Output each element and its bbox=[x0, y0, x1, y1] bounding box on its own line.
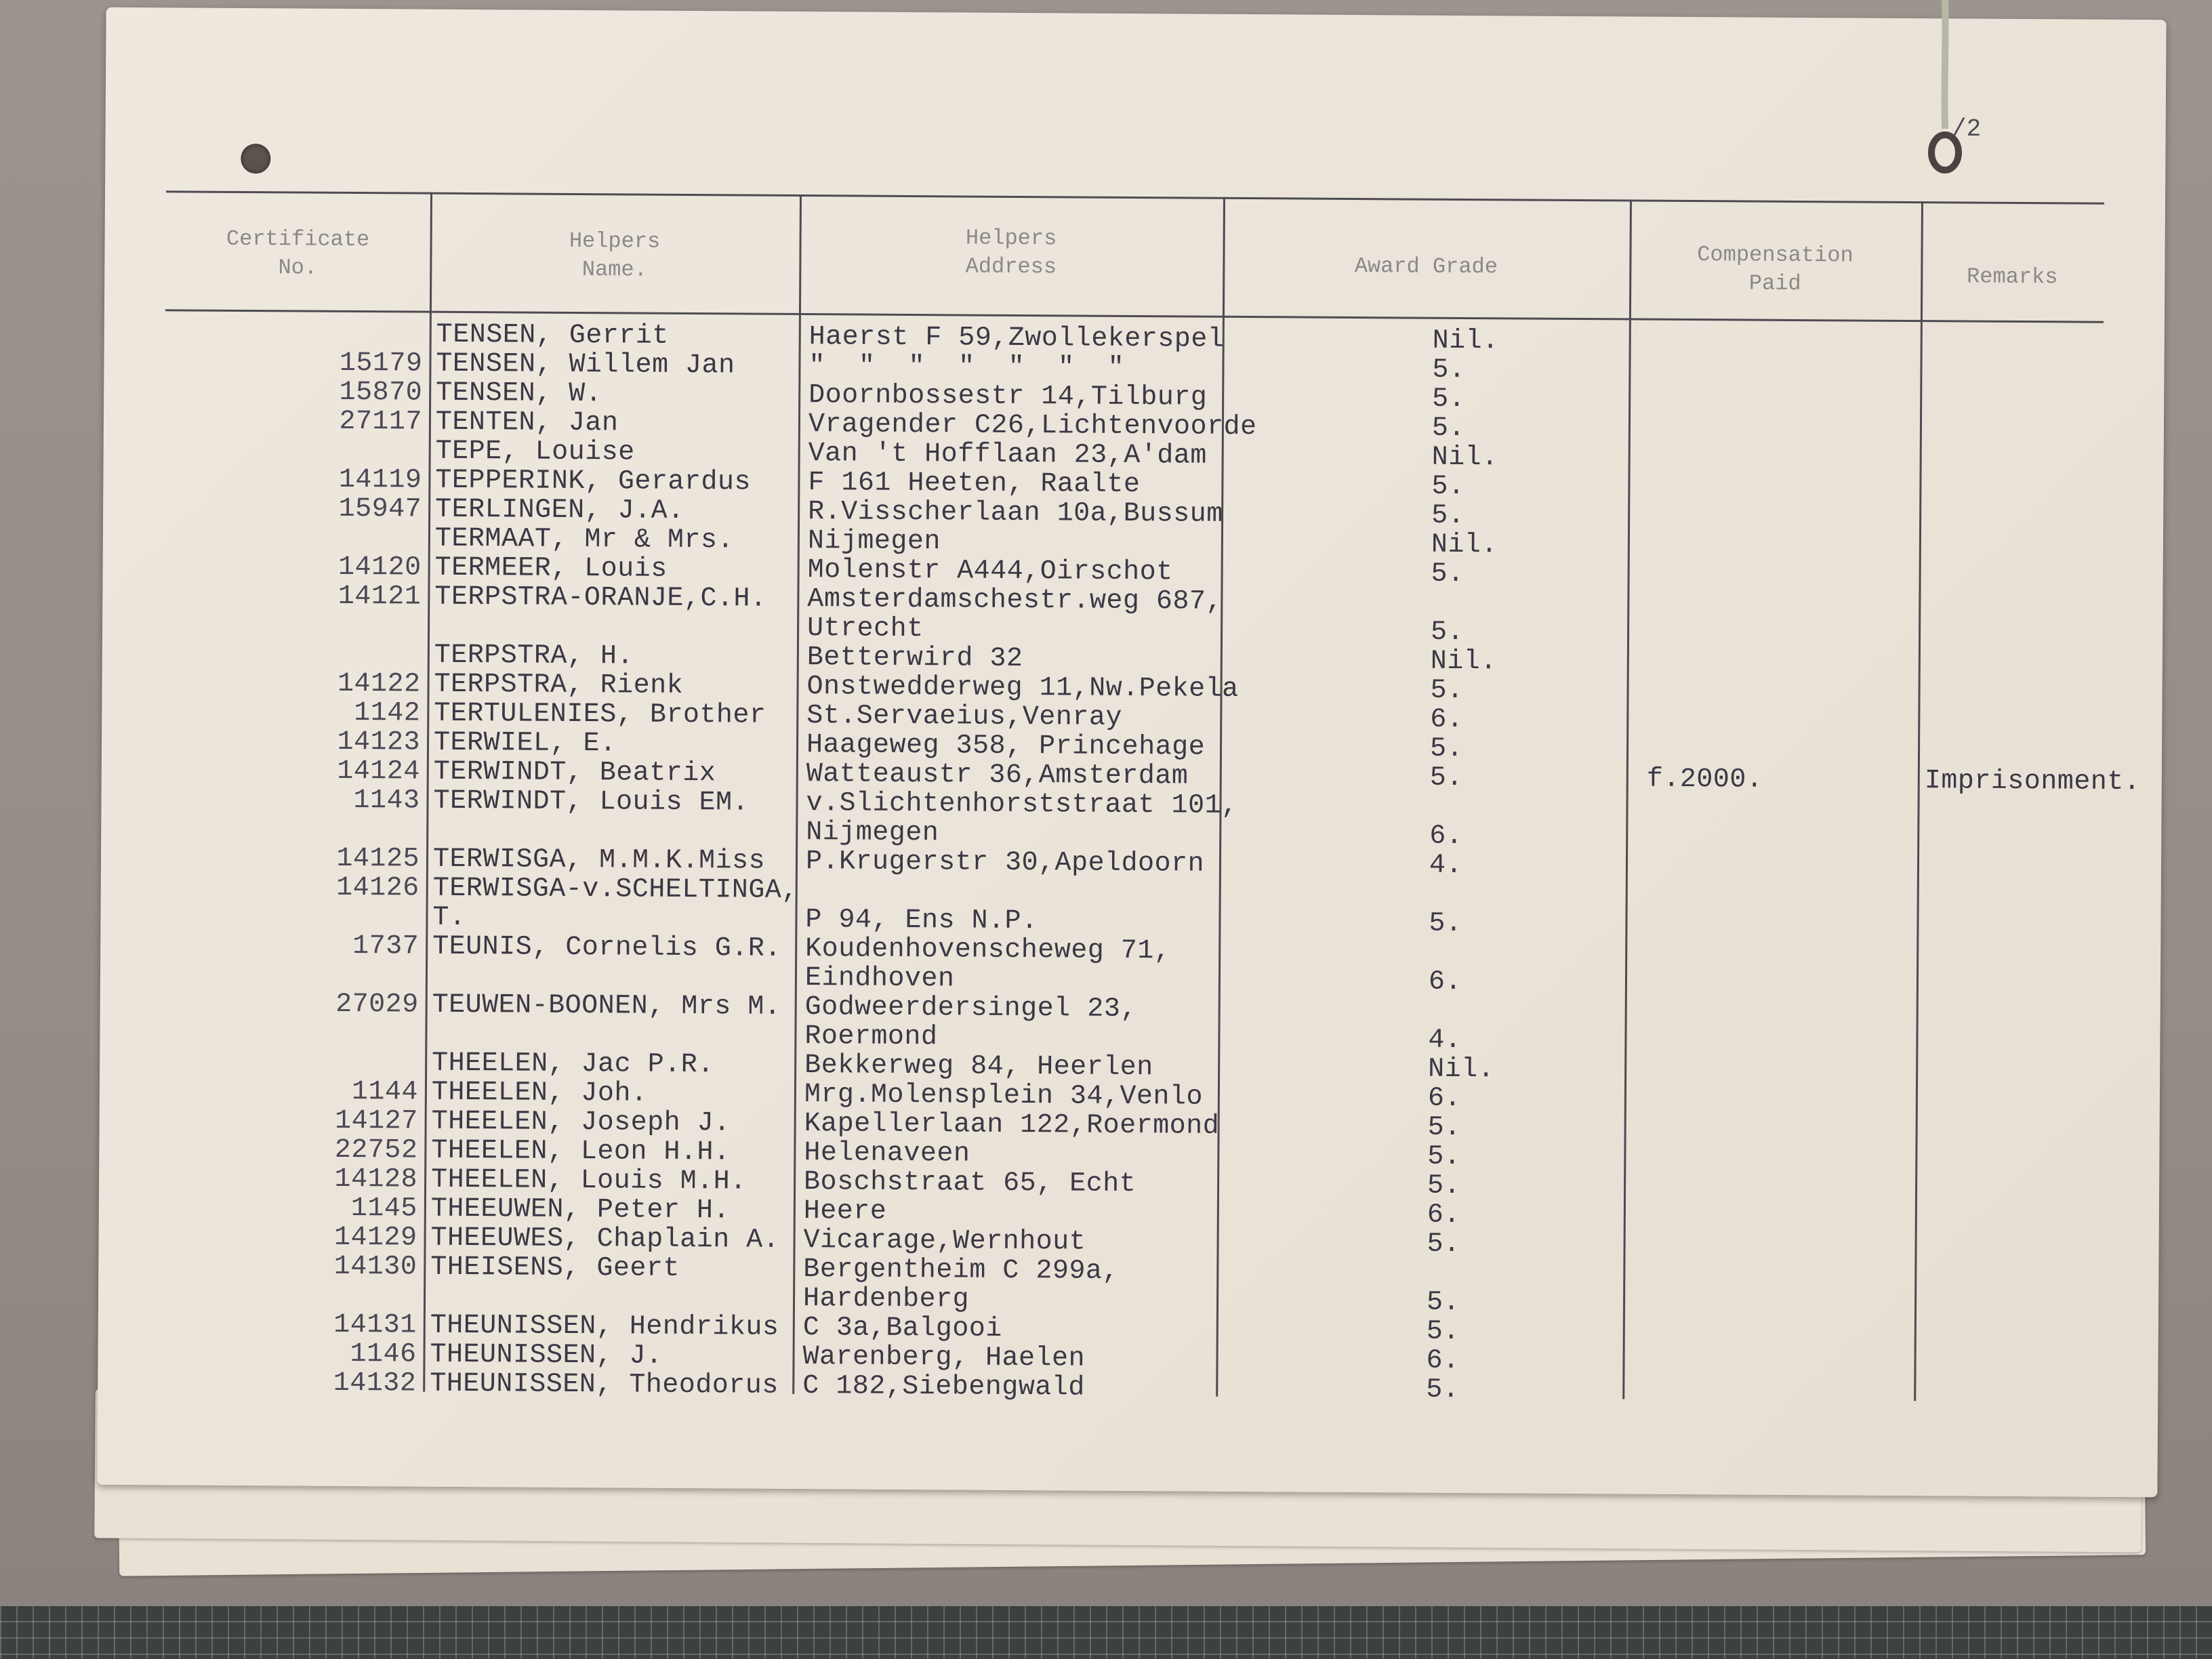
helper-name: TERPSTRA, Rienk bbox=[434, 669, 684, 701]
helper-name: TERWISGA-v.SCHELTINGA, bbox=[432, 873, 798, 906]
helper-name: THEISENS, Geert bbox=[430, 1252, 680, 1284]
helper-address: P.Krugerstr 30,Apeldoorn bbox=[805, 846, 1205, 880]
certificate-number: 1145 bbox=[350, 1193, 418, 1225]
certificate-number: 1143 bbox=[353, 785, 420, 817]
award-grade: 5. bbox=[1430, 675, 1464, 706]
award-grade: 5. bbox=[1427, 1170, 1461, 1202]
helper-name: TERWINDT, Louis EM. bbox=[433, 785, 750, 819]
cutting-mat-strip bbox=[0, 1606, 2212, 1659]
helper-address: Roermond bbox=[804, 1021, 938, 1053]
helper-address: F 161 Heeten, Raalte bbox=[808, 468, 1141, 501]
award-grade: 5. bbox=[1427, 1141, 1461, 1172]
helper-name: THEELEN, Louis M.H. bbox=[430, 1164, 747, 1197]
award-grade: Nil. bbox=[1428, 1054, 1495, 1086]
helper-address: Mrg.Molensplein 34,Venlo bbox=[804, 1080, 1204, 1113]
helper-name: TERPSTRA-ORANJE,C.H. bbox=[434, 581, 767, 615]
page-number: /2 bbox=[1952, 115, 1982, 143]
certificate-number bbox=[163, 639, 421, 640]
header-certificate: Certificate No. bbox=[226, 226, 370, 281]
helper-address: Onstwedderweg 11,Nw.Pekela bbox=[806, 672, 1239, 705]
award-grade: 4. bbox=[1429, 850, 1463, 881]
helper-address: Haerst F 59,Zwollekerspel bbox=[808, 322, 1225, 355]
certificate-number: 1737 bbox=[352, 930, 419, 962]
column-divider bbox=[1914, 201, 1923, 1401]
helper-name: TENTEN, Jan bbox=[435, 407, 619, 439]
helper-address: P 94, Ens N.P. bbox=[805, 905, 1038, 937]
helper-address: R.Visscherlaan 10a,Bussum bbox=[808, 497, 1223, 530]
helper-name: THEELEN, Joseph J. bbox=[431, 1106, 731, 1139]
certificate-number bbox=[165, 319, 423, 320]
helper-address: v.Slichtenhorststraat 101, bbox=[806, 788, 1238, 821]
helper-name: THEUNISSEN, Theodorus bbox=[430, 1368, 779, 1401]
helper-address: Betterwird 32 bbox=[806, 642, 1023, 675]
helper-name: THEUNISSEN, J. bbox=[430, 1339, 663, 1372]
header-compensation: Compensation Paid bbox=[1697, 242, 1853, 297]
certificate-number: 14119 bbox=[338, 464, 422, 496]
punch-hole bbox=[241, 144, 270, 173]
helper-name: TERWIEL, E. bbox=[433, 727, 617, 760]
helper-address: Bergentheim C 299a, bbox=[803, 1254, 1120, 1287]
award-grade: 6. bbox=[1426, 1345, 1460, 1376]
helper-name: TEUWEN-BOONEN, Mrs M. bbox=[432, 989, 781, 1023]
award-grade: 4. bbox=[1428, 1025, 1462, 1056]
column-divider bbox=[792, 194, 802, 1394]
certificate-number: 22752 bbox=[334, 1134, 418, 1166]
helper-address: Vragender C26,Lichtenvoorde bbox=[808, 409, 1257, 443]
award-grade: 5. bbox=[1426, 1287, 1460, 1318]
certificate-number: 14129 bbox=[333, 1222, 417, 1254]
award-grade: 5. bbox=[1427, 1229, 1460, 1260]
helper-name: TEPE, Louise bbox=[435, 436, 635, 468]
helper-name: THEELEN, Joh. bbox=[431, 1077, 648, 1109]
certificate-number: 14126 bbox=[336, 872, 419, 904]
helper-address: Warenberg, Haelen bbox=[802, 1342, 1086, 1374]
helper-address: Koudenhovenscheweg 71, bbox=[805, 934, 1171, 967]
certificate-number: 14124 bbox=[337, 756, 420, 787]
award-grade: 5. bbox=[1426, 1374, 1460, 1406]
helper-address: Vicarage,Wernhout bbox=[803, 1225, 1086, 1258]
certificate-number: 14131 bbox=[333, 1309, 417, 1341]
helper-address: Godweerdersingel 23, bbox=[804, 992, 1137, 1025]
award-grade: 6. bbox=[1427, 1083, 1462, 1114]
header-name: Helpers Name. bbox=[569, 228, 661, 283]
award-grade: 5. bbox=[1431, 558, 1465, 590]
certificate-number: 14128 bbox=[334, 1164, 418, 1195]
helper-address: Watteaustr 36,Amsterdam bbox=[806, 759, 1189, 792]
helper-name: THEEUWEN, Peter H. bbox=[430, 1193, 731, 1227]
helper-name: THEEUWES, Chaplain A. bbox=[430, 1223, 780, 1256]
certificate-number: 1142 bbox=[354, 697, 421, 729]
helper-address: Haageweg 358, Princehage bbox=[806, 730, 1206, 763]
header-grade: Award Grade bbox=[1354, 253, 1498, 280]
helper-address: Bekkerweg 84, Heerlen bbox=[804, 1050, 1153, 1084]
helper-name: THEUNISSEN, Hendrikus bbox=[430, 1310, 779, 1343]
helper-name: TERLINGEN, J.A. bbox=[435, 494, 684, 527]
certificate-number: 15947 bbox=[338, 493, 422, 525]
certificate-number: 14125 bbox=[336, 843, 420, 875]
helper-address: Amsterdamschestr.weg 687, bbox=[807, 584, 1223, 617]
certificate-number: 14120 bbox=[337, 552, 422, 583]
award-grade: 6. bbox=[1430, 704, 1464, 735]
helper-name: TENSEN, Gerrit bbox=[436, 319, 669, 352]
certificate-number: 14127 bbox=[334, 1105, 418, 1137]
compensation-paid: f.2000. bbox=[1646, 764, 1763, 796]
helper-address: Kapellerlaan 122,Roermond bbox=[804, 1109, 1220, 1142]
award-grade: 5. bbox=[1432, 354, 1466, 386]
table-top-rule bbox=[166, 190, 2104, 204]
helper-address: Molenstr A444,Oirschot bbox=[807, 555, 1173, 588]
award-grade: 5. bbox=[1429, 762, 1463, 794]
certificate-number: 1144 bbox=[351, 1076, 419, 1108]
award-grade: 5. bbox=[1432, 384, 1466, 415]
award-grade: Nil. bbox=[1430, 646, 1497, 678]
award-grade: 5. bbox=[1430, 617, 1465, 648]
helper-name: TEUNIS, Cornelis G.R. bbox=[432, 931, 781, 964]
document-sheet bbox=[97, 7, 2166, 1498]
certificate-number: 1146 bbox=[350, 1338, 417, 1370]
award-grade: 6. bbox=[1429, 821, 1463, 852]
binding-string bbox=[1918, 0, 1972, 183]
award-grade: 5. bbox=[1426, 1316, 1460, 1347]
header-remarks: Remarks bbox=[1966, 264, 2058, 290]
award-grade: 5. bbox=[1427, 1112, 1461, 1143]
award-grade: 5. bbox=[1429, 733, 1464, 764]
helper-address: Van 't Hofflaan 23,A'dam bbox=[808, 438, 1207, 472]
helper-name: TERWINDT, Beatrix bbox=[433, 756, 716, 790]
helper-address: " " " " " " " bbox=[808, 351, 1125, 384]
helper-name: TEPPERINK, Gerardus bbox=[435, 465, 752, 498]
helper-address: Eindhoven bbox=[804, 963, 955, 995]
remarks: Imprisonment. bbox=[1924, 766, 2141, 798]
certificate-number: 27029 bbox=[335, 989, 419, 1021]
award-grade: 5. bbox=[1429, 908, 1462, 939]
helper-name: TENSEN, Willem Jan bbox=[436, 348, 735, 382]
helper-address: Doornbossestr 14,Tilburg bbox=[808, 380, 1208, 413]
certificate-number: 14123 bbox=[337, 726, 421, 758]
helper-address: C 182,Siebengwald bbox=[802, 1371, 1085, 1404]
helper-name: TERMEER, Louis bbox=[434, 552, 668, 585]
certificate-number: 14132 bbox=[333, 1368, 417, 1399]
helper-address: Nijmegen bbox=[806, 817, 939, 849]
helper-address: St.Servaeius,Venray bbox=[806, 701, 1123, 733]
helper-address: Boschstraat 65, Echt bbox=[803, 1167, 1136, 1200]
certificate-number: 14121 bbox=[337, 581, 422, 613]
certificate-number: 15870 bbox=[339, 377, 423, 409]
helper-address: Helenaveen bbox=[804, 1138, 970, 1170]
award-grade: Nil. bbox=[1432, 325, 1499, 357]
helper-name: TERWISGA, M.M.K.Miss bbox=[432, 844, 766, 877]
column-divider bbox=[1622, 199, 1632, 1399]
helper-name: TERPSTRA, H. bbox=[434, 640, 634, 672]
award-grade: 6. bbox=[1427, 1200, 1460, 1231]
helper-name: T. bbox=[432, 902, 466, 934]
certificate-number: 14130 bbox=[333, 1251, 417, 1283]
helper-name: TERTULENIES, Brother bbox=[434, 698, 766, 731]
award-grade: 5. bbox=[1431, 500, 1465, 531]
award-grade: 5. bbox=[1431, 413, 1466, 444]
helper-address: C 3a,Balgooi bbox=[802, 1313, 1002, 1345]
certificate-number: 15179 bbox=[339, 348, 423, 380]
header-address: Helpers Address bbox=[965, 225, 1057, 280]
helpers-table bbox=[159, 177, 2141, 1422]
helper-address: Utrecht bbox=[806, 613, 924, 645]
certificate-number bbox=[161, 1047, 418, 1048]
helper-name: TENSEN, W. bbox=[436, 377, 602, 410]
helper-address: Hardenberg bbox=[802, 1284, 970, 1315]
helper-name: THEELEN, Leon H.H. bbox=[431, 1135, 731, 1168]
certificate-number: 27117 bbox=[339, 406, 423, 438]
award-grade: 5. bbox=[1431, 471, 1465, 502]
award-grade: Nil. bbox=[1431, 442, 1498, 474]
award-grade: 6. bbox=[1428, 966, 1462, 998]
helper-address: Heere bbox=[803, 1196, 887, 1227]
helper-address: Nijmegen bbox=[807, 526, 941, 558]
award-grade: Nil. bbox=[1431, 529, 1498, 561]
helper-name: THEELEN, Jac P.R. bbox=[432, 1048, 714, 1081]
helper-name: TERMAAT, Mr & Mrs. bbox=[434, 523, 735, 556]
certificate-number: 14122 bbox=[337, 668, 421, 700]
